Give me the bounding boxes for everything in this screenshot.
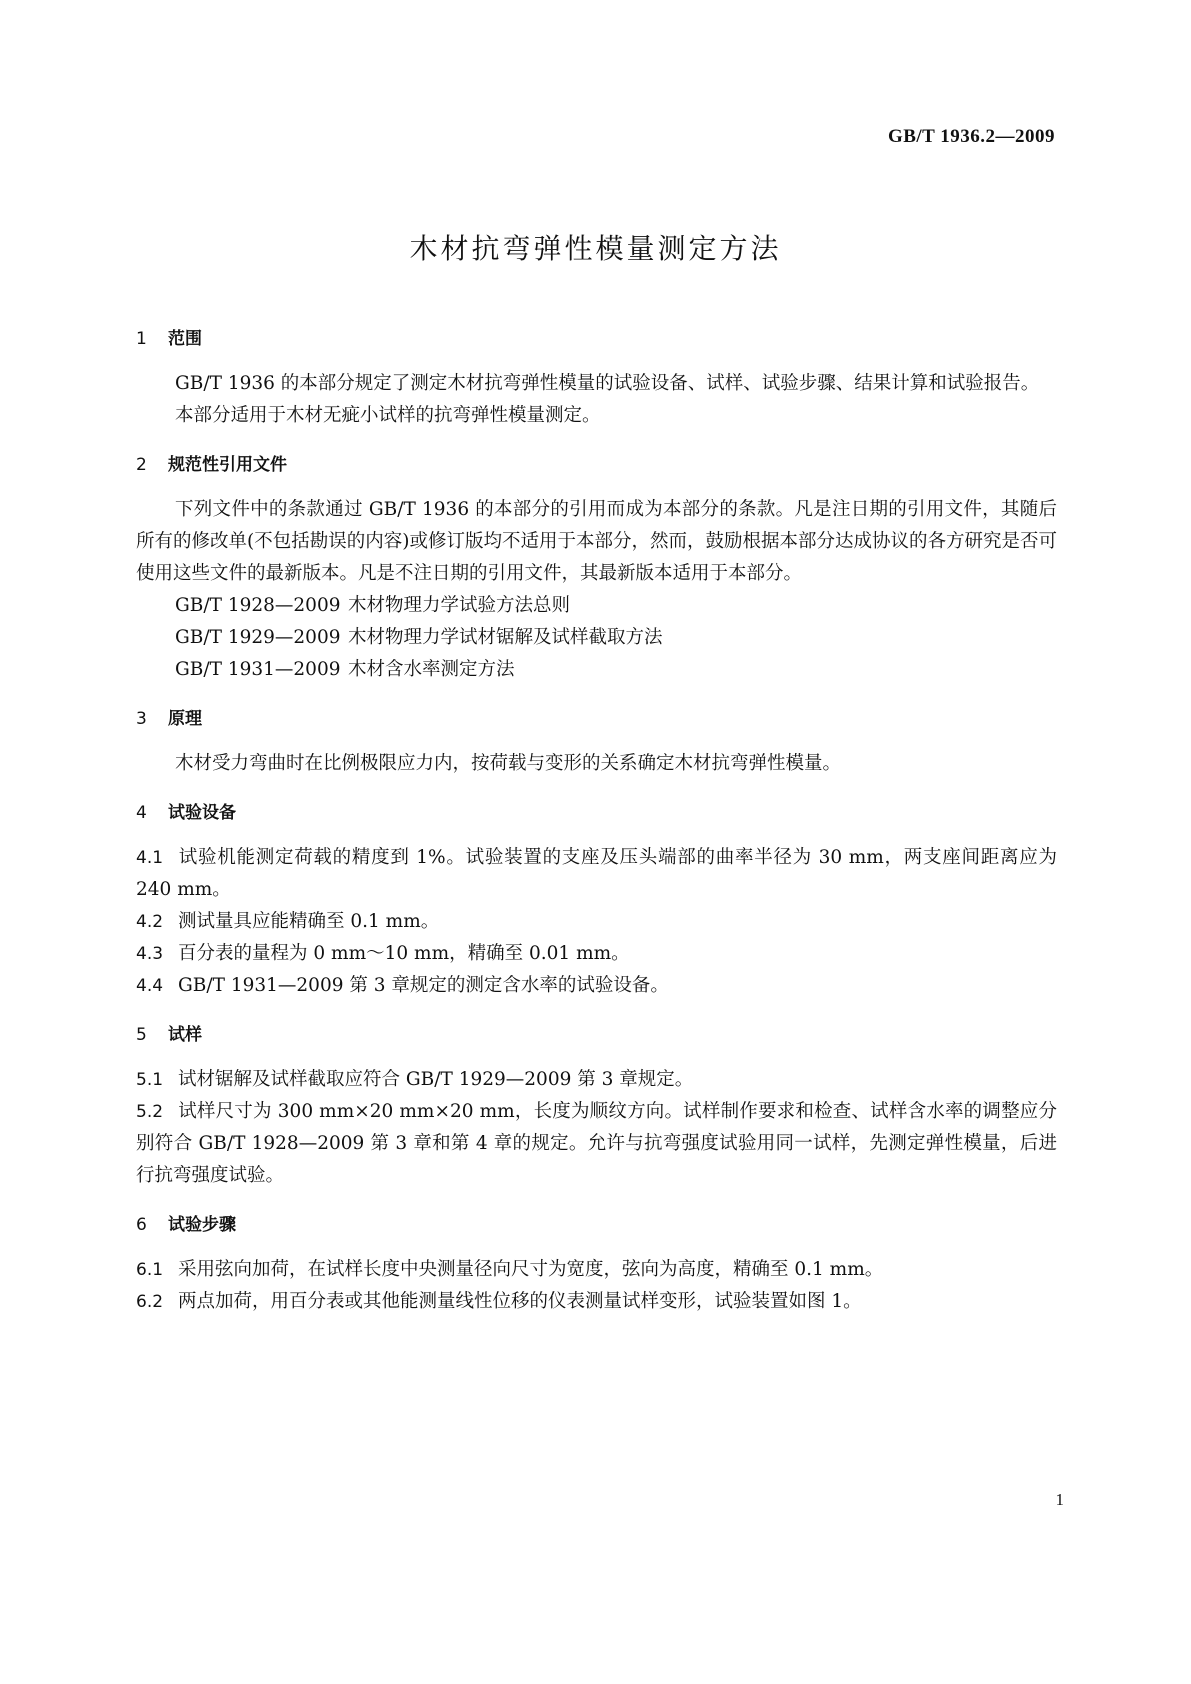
clause-4-4 bbox=[136, 970, 1057, 1002]
reference-code: GB/T 1931—2009 bbox=[175, 659, 341, 680]
clause-number: 4.2 bbox=[136, 912, 164, 932]
clause-text: 试材锯解及试样截取应符合 GB/T 1929—2009 第 3 章规定。 bbox=[178, 1069, 694, 1090]
reference-code: GB/T 1928—2009 bbox=[175, 595, 341, 616]
section-number: 1 bbox=[136, 329, 147, 349]
clause-text: GB/T 1931—2009 第 3 章规定的测定含水率的试验设备。 bbox=[178, 975, 669, 996]
section-heading-normative-references bbox=[136, 448, 1057, 482]
section-title: 试验设备 bbox=[168, 803, 236, 823]
clause-number: 5.1 bbox=[136, 1070, 164, 1090]
clause-number: 4.1 bbox=[136, 848, 164, 868]
clause-number: 5.2 bbox=[136, 1102, 164, 1122]
clause-5-2 bbox=[136, 1096, 1057, 1192]
section-number: 2 bbox=[136, 455, 147, 475]
section-title: 规范性引用文件 bbox=[168, 455, 287, 475]
section-number: 3 bbox=[136, 709, 147, 729]
document-body bbox=[136, 322, 1057, 1318]
clause-text: 试样尺寸为 300 mm×20 mm×20 mm，长度为顺纹方向。试样制作要求和检查、试样含水率的调整应分别符合 GB/T 1928—2009 第 3 章和第 4 章的规定。允许与抗弯强度试验用同一试样，先测定弹性模量，后进行抗弯强度试验。 bbox=[136, 1101, 1057, 1186]
section-title: 试样 bbox=[168, 1025, 202, 1045]
clause-text: 试验机能测定荷载的精度到 1%。试验装置的支座及压头端部的曲率半径为 30 mm，两支座间距离应为 240 mm。 bbox=[136, 847, 1057, 900]
section-heading-procedure bbox=[136, 1208, 1057, 1242]
section-number: 5 bbox=[136, 1025, 147, 1045]
standard-code: GB/T 1936.2—2009 bbox=[887, 126, 1055, 147]
section-heading-apparatus bbox=[136, 796, 1057, 830]
principle-paragraph: 木材受力弯曲时在比例极限应力内，按荷载与变形的关系确定木材抗弯弹性模量。 bbox=[175, 753, 842, 774]
references-paragraph: 下列文件中的条款通过 GB/T 1936 的本部分的引用而成为本部分的条款。凡是注日期的引用文件，其随后所有的修改单(不包括勘误的内容)或修订版均不适用于本部分，然而，鼓励根据本部分达成协议的各方研究是否可使用这些文件的最新版本。凡是不注日期的引用文件，其最新版本适用于本部分。 bbox=[136, 499, 1057, 584]
clause-number: 6.2 bbox=[136, 1292, 164, 1312]
clause-4-2 bbox=[136, 906, 1057, 938]
clause-6-1 bbox=[136, 1254, 1057, 1286]
section-title: 范围 bbox=[168, 329, 202, 349]
section-heading-principle bbox=[136, 702, 1057, 736]
clause-number: 4.3 bbox=[136, 944, 164, 964]
section-number: 4 bbox=[136, 803, 147, 823]
clause-text: 测试量具应能精确至 0.1 mm。 bbox=[178, 911, 440, 932]
reference-name: 木材含水率测定方法 bbox=[348, 659, 515, 680]
clause-4-3 bbox=[136, 938, 1057, 970]
reference-name: 木材物理力学试材锯解及试样截取方法 bbox=[348, 627, 663, 648]
section-heading-scope bbox=[136, 322, 1057, 356]
reference-code: GB/T 1929—2009 bbox=[175, 627, 341, 648]
clause-6-2 bbox=[136, 1286, 1057, 1318]
clause-text: 百分表的量程为 0 mm～10 mm，精确至 0.01 mm。 bbox=[178, 943, 630, 964]
page-number: 1 bbox=[1055, 1490, 1064, 1509]
reference-item bbox=[136, 622, 1057, 654]
reference-item bbox=[136, 590, 1057, 622]
scope-paragraph-2: 本部分适用于木材无疵小试样的抗弯弹性模量测定。 bbox=[175, 405, 601, 426]
document-title: 木材抗弯弹性模量测定方法 bbox=[409, 232, 782, 265]
section-heading-specimen bbox=[136, 1018, 1057, 1052]
clause-text: 采用弦向加荷，在试样长度中央测量径向尺寸为宽度，弦向为高度，精确至 0.1 mm。 bbox=[178, 1259, 884, 1280]
clause-text: 两点加荷，用百分表或其他能测量线性位移的仪表测量试样变形，试验装置如图 1。 bbox=[178, 1291, 862, 1312]
clause-5-1 bbox=[136, 1064, 1057, 1096]
clause-4-1 bbox=[136, 842, 1057, 906]
reference-item bbox=[136, 654, 1057, 686]
clause-number: 6.1 bbox=[136, 1260, 164, 1280]
scope-paragraph-1: GB/T 1936 的本部分规定了测定木材抗弯弹性模量的试验设备、试样、试验步骤、结果计算和试验报告。 bbox=[175, 373, 1040, 394]
section-title: 试验步骤 bbox=[168, 1215, 236, 1235]
section-title: 原理 bbox=[168, 709, 202, 729]
clause-number: 4.4 bbox=[136, 976, 164, 996]
reference-name: 木材物理力学试验方法总则 bbox=[348, 595, 571, 616]
section-number: 6 bbox=[136, 1215, 147, 1235]
